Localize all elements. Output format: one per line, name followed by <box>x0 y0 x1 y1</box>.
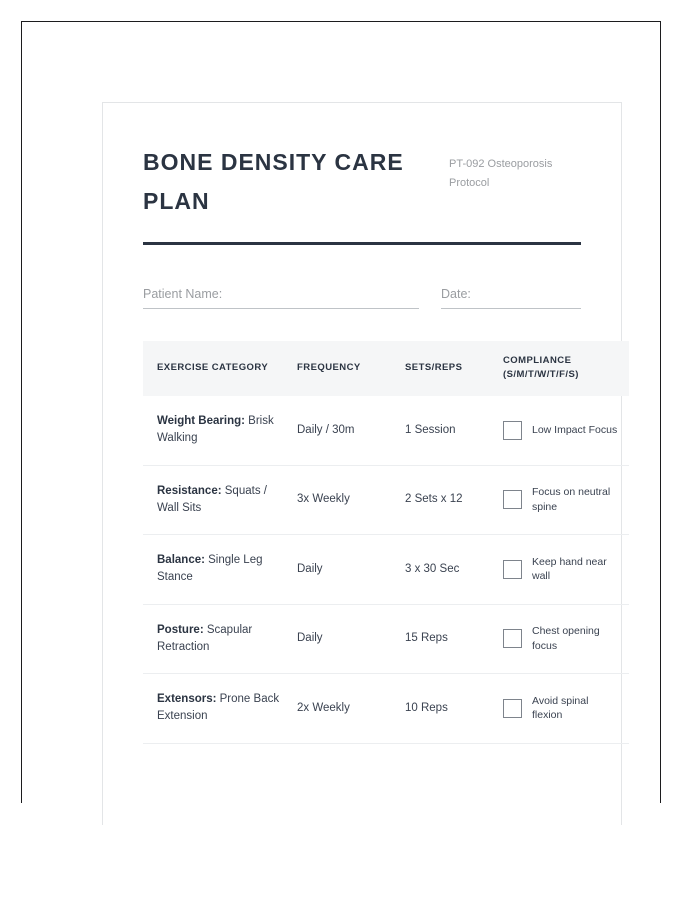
table-body <box>143 396 629 743</box>
title-divider <box>143 242 581 245</box>
compliance-note: Chest opening focus <box>532 625 600 652</box>
column-header-category: EXERCISE CATEGORY <box>143 341 297 396</box>
cell-exercise-category <box>143 604 297 674</box>
table-header <box>143 341 629 396</box>
compliance-note: Avoid spinal flexion <box>532 694 589 722</box>
compliance-note: Focus on neutral spine <box>532 486 611 513</box>
cell-sets-reps: 10 Reps <box>405 674 503 744</box>
document-header <box>143 143 581 220</box>
cell-sets-reps: 3 x 30 Sec <box>405 535 503 605</box>
cell-sets-reps: 15 Reps <box>405 604 503 674</box>
patient-info-fields <box>143 287 581 309</box>
cell-frequency: Daily <box>297 604 405 674</box>
compliance-checkbox[interactable] <box>503 699 522 718</box>
compliance-checkbox[interactable] <box>503 421 522 440</box>
exercise-category-detail: Single Leg Stance <box>157 554 263 584</box>
cell-compliance <box>503 465 629 535</box>
cell-compliance <box>503 396 629 465</box>
date-label: Date: <box>441 286 471 301</box>
exercise-category-detail: Prone Back Extension <box>157 693 280 723</box>
cell-compliance <box>503 535 629 605</box>
exercise-plan-table <box>143 341 629 744</box>
compliance-group <box>503 694 621 724</box>
cell-frequency: Daily <box>297 535 405 605</box>
compliance-checkbox[interactable] <box>503 629 522 648</box>
patient-name-label: Patient Name: <box>143 286 223 301</box>
patient-name-field[interactable] <box>143 287 419 309</box>
table-row <box>143 535 629 605</box>
column-header-compliance: COMPLIANCE (S/M/T/W/T/F/S) <box>503 341 629 396</box>
exercise-category-name: Balance: <box>157 554 205 567</box>
cell-exercise-category <box>143 465 297 535</box>
cell-exercise-category <box>143 535 297 605</box>
exercise-category-name: Extensors: <box>157 693 217 706</box>
cell-exercise-category <box>143 396 297 465</box>
table-row <box>143 465 629 535</box>
cell-frequency: Daily / 30m <box>297 396 405 465</box>
cell-sets-reps: 2 Sets x 12 <box>405 465 503 535</box>
cell-compliance <box>503 674 629 744</box>
protocol-reference: PT-092 Osteoporosis Protocol <box>449 158 553 190</box>
page-title: BONE DENSITY CARE PLAN <box>143 149 404 214</box>
compliance-note: Low Impact Focus <box>532 423 618 436</box>
column-header-frequency: FREQUENCY <box>297 341 405 396</box>
document-card <box>102 102 622 825</box>
column-header-sets-reps: SETS/REPS <box>405 341 503 396</box>
exercise-category-detail: Squats / Wall Sits <box>157 484 267 514</box>
page-frame <box>21 21 661 803</box>
document-body <box>103 103 621 744</box>
compliance-group <box>503 624 621 654</box>
cell-compliance <box>503 604 629 674</box>
compliance-group <box>503 555 621 585</box>
table-row <box>143 674 629 744</box>
exercise-category-name: Posture: <box>157 623 204 636</box>
cell-frequency: 3x Weekly <box>297 465 405 535</box>
compliance-checkbox[interactable] <box>503 490 522 509</box>
table-row <box>143 396 629 465</box>
compliance-group <box>503 485 621 515</box>
table-header-row <box>143 341 629 396</box>
compliance-checkbox[interactable] <box>503 560 522 579</box>
exercise-category-name: Resistance: <box>157 484 222 497</box>
compliance-note: Keep hand near wall <box>532 555 607 583</box>
cell-exercise-category <box>143 674 297 744</box>
exercise-category-detail: Scapular Retraction <box>157 623 253 653</box>
cell-frequency: 2x Weekly <box>297 674 405 744</box>
exercise-category-detail: Brisk Walking <box>157 415 274 445</box>
date-field[interactable] <box>441 287 581 309</box>
table-row <box>143 604 629 674</box>
exercise-category-name: Weight Bearing: <box>157 415 245 428</box>
compliance-group <box>503 421 621 440</box>
cell-sets-reps: 1 Session <box>405 396 503 465</box>
